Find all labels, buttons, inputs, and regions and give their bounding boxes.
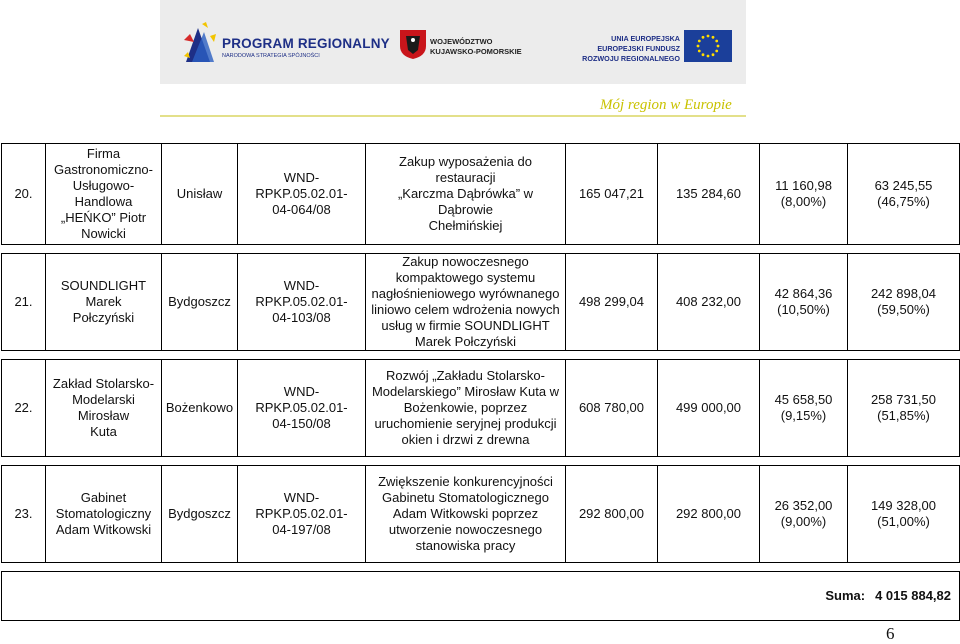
project-title-line: uruchomienie seryjnej produkcji	[374, 416, 557, 431]
table-body	[2, 144, 960, 621]
beneficiary-city: Unisław	[162, 144, 238, 245]
project-title-line: okien i drzwi z drewna	[401, 432, 530, 447]
summary-cell	[2, 572, 960, 621]
beneficiary-name-line: Usługowo-Handlowa	[72, 178, 135, 209]
row-separator	[2, 351, 960, 360]
eligible-cost: 135 284,60	[658, 144, 760, 245]
own-contribution-line: (10,50%)	[777, 302, 830, 317]
motto-divider	[160, 115, 746, 117]
page-number: 6	[886, 624, 895, 643]
row-separator	[2, 245, 960, 254]
beneficiary-name	[46, 254, 162, 351]
grant-amount-line: 242 898,04	[870, 286, 937, 301]
application-code	[238, 254, 366, 351]
application-code-line: RPKP.05.02.01-	[255, 400, 348, 415]
eu-logo	[580, 0, 746, 84]
row-separator	[2, 563, 960, 572]
project-title-line: „Karczma Dąbrówka” w Dąbrowie	[397, 186, 534, 217]
grant-amount	[848, 144, 960, 245]
beneficiary-name	[46, 144, 162, 245]
grant-amount-line: 149 328,00	[870, 498, 937, 513]
beneficiary-name-line: Zakład Stolarsko-	[52, 376, 155, 391]
own-contribution	[760, 254, 848, 351]
program-subtitle: NARODOWA STRATEGIA SPÓJNOŚCI	[222, 53, 320, 59]
summary-value: 4 015 884,82	[875, 588, 951, 603]
beneficiary-name-line: Modelarski Mirosław	[72, 392, 135, 423]
program-title: PROGRAM REGIONALNY	[222, 36, 390, 51]
grant-amount	[848, 360, 960, 457]
own-contribution-line: (8,00%)	[780, 194, 827, 209]
project-title	[366, 466, 566, 563]
row-number: 23.	[2, 466, 46, 563]
region-line-2: KUJAWSKO-POMORSKIE	[430, 47, 522, 56]
eu-line-3: ROZWOJU REGIONALNEGO	[582, 54, 680, 63]
total-cost: 608 780,00	[566, 360, 658, 457]
application-code-line: WND-	[283, 490, 320, 505]
application-code-line: WND-	[283, 170, 320, 185]
grant-amount	[848, 466, 960, 563]
table-row	[2, 254, 960, 351]
project-title-line: Modelarskiego” Mirosław Kuta w	[371, 384, 560, 399]
table-row	[2, 466, 960, 563]
table-row	[2, 360, 960, 457]
beneficiary-city: Bożenkowo	[162, 360, 238, 457]
beneficiary-name-line: Firma	[86, 146, 121, 161]
project-title-line: stanowiska pracy	[415, 538, 516, 553]
project-title-line: nagłośnieniowego wyrównanego	[371, 286, 560, 301]
row-number: 21.	[2, 254, 46, 351]
grant-amount	[848, 254, 960, 351]
project-title-line: Zakup wyposażenia do restauracji	[399, 154, 532, 185]
grant-amount-line: 258 731,50	[870, 392, 937, 407]
row-number: 20.	[2, 144, 46, 245]
project-title	[366, 144, 566, 245]
application-code-line: WND-	[283, 278, 320, 293]
beneficiary-name-line: Gastronomiczno-	[54, 162, 153, 177]
total-cost: 165 047,21	[566, 144, 658, 245]
program-regionalny-logo	[160, 0, 390, 84]
application-code	[238, 360, 366, 457]
eligible-cost: 499 000,00	[658, 360, 760, 457]
total-cost: 292 800,00	[566, 466, 658, 563]
beneficiary-name-line: Adam Witkowski	[55, 522, 152, 537]
program-regionalny-emblem-icon	[182, 22, 218, 66]
project-title-line: kompaktowego systemu	[395, 270, 536, 285]
application-code-line: RPKP.05.02.01-	[255, 294, 348, 309]
beneficiary-name-line: Połczyński	[72, 310, 135, 325]
row-number: 22.	[2, 360, 46, 457]
region-logo	[396, 0, 536, 84]
application-code-line: RPKP.05.02.01-	[255, 186, 348, 201]
project-title	[366, 254, 566, 351]
own-contribution-line: 11 160,98	[775, 178, 832, 193]
grant-amount-line: 63 245,55	[874, 178, 933, 193]
grant-amount-line: (51,00%)	[877, 514, 930, 529]
beneficiary-name-line: Kuta	[90, 424, 117, 439]
beneficiary-name-line: Gabinet	[80, 490, 127, 505]
grant-amount-line: (59,50%)	[877, 302, 930, 317]
beneficiary-name	[46, 360, 162, 457]
project-title-line: Marek Połczyński	[414, 334, 517, 349]
project-title-line: liniowo celem wdrożenia nowych	[371, 302, 560, 317]
project-title-line: Chełmińskiej	[428, 218, 503, 233]
grant-amount-line: (46,75%)	[877, 194, 930, 209]
eu-line-1: UNIA EUROPEJSKA	[611, 34, 680, 43]
own-contribution-line: (9,00%)	[780, 514, 827, 529]
beneficiary-city: Bydgoszcz	[162, 254, 238, 351]
beneficiary-name	[46, 466, 162, 563]
project-title-line: usług w firmie SOUNDLIGHT	[381, 318, 550, 333]
region-coat-of-arms-icon	[398, 28, 428, 60]
project-title-line: Zakup nowoczesnego	[402, 254, 529, 269]
project-title-line: utworzenie nowoczesnego	[388, 522, 543, 537]
total-cost: 498 299,04	[566, 254, 658, 351]
project-title-line: Bożenkowie, poprzez	[403, 400, 528, 415]
own-contribution	[760, 144, 848, 245]
project-title-line: Zwiększenie konkurencyjności	[378, 474, 553, 489]
own-contribution-line: (9,15%)	[780, 408, 827, 423]
application-code-line: WND-	[283, 384, 320, 399]
beneficiary-name-line: Stomatologiczny	[55, 506, 152, 521]
row-separator	[2, 457, 960, 466]
own-contribution-line: 42 864,36	[774, 286, 833, 301]
application-code	[238, 144, 366, 245]
application-code-line: 04-150/08	[272, 416, 331, 431]
eu-flag-icon	[684, 30, 732, 62]
beneficiary-name-line: „HEŃKO” Piotr	[60, 210, 147, 225]
projects-table	[1, 143, 960, 621]
beneficiary-city: Bydgoszcz	[162, 466, 238, 563]
eligible-cost: 408 232,00	[658, 254, 760, 351]
project-title-line: Rozwój „Zakładu Stolarsko-	[386, 368, 545, 383]
eu-line-2: EUROPEJSKI FUNDUSZ	[597, 44, 680, 53]
eligible-cost: 292 800,00	[658, 466, 760, 563]
application-code	[238, 466, 366, 563]
summary-row	[2, 572, 960, 621]
beneficiary-name-line: Nowicki	[81, 226, 126, 241]
application-code-line: 04-103/08	[272, 310, 331, 325]
own-contribution-line: 26 352,00	[774, 498, 833, 513]
motto: Mój region w Europie	[600, 97, 732, 113]
project-title-line: Gabinetu Stomatologicznego	[382, 490, 549, 505]
application-code-line: 04-197/08	[272, 522, 331, 537]
application-code-line: RPKP.05.02.01-	[255, 506, 348, 521]
own-contribution-line: 45 658,50	[774, 392, 833, 407]
beneficiary-name-line: SOUNDLIGHT Marek	[60, 278, 147, 309]
table-row	[2, 144, 960, 245]
own-contribution	[760, 360, 848, 457]
grant-amount-line: (51,85%)	[877, 408, 930, 423]
region-line-1: WOJEWÓDZTWO	[430, 37, 493, 46]
logo-strip	[160, 0, 746, 84]
project-title	[366, 360, 566, 457]
application-code-line: 04-064/08	[272, 202, 331, 217]
summary-label: Suma:	[825, 588, 866, 603]
project-title-line: Adam Witkowski poprzez	[392, 506, 539, 521]
own-contribution	[760, 466, 848, 563]
